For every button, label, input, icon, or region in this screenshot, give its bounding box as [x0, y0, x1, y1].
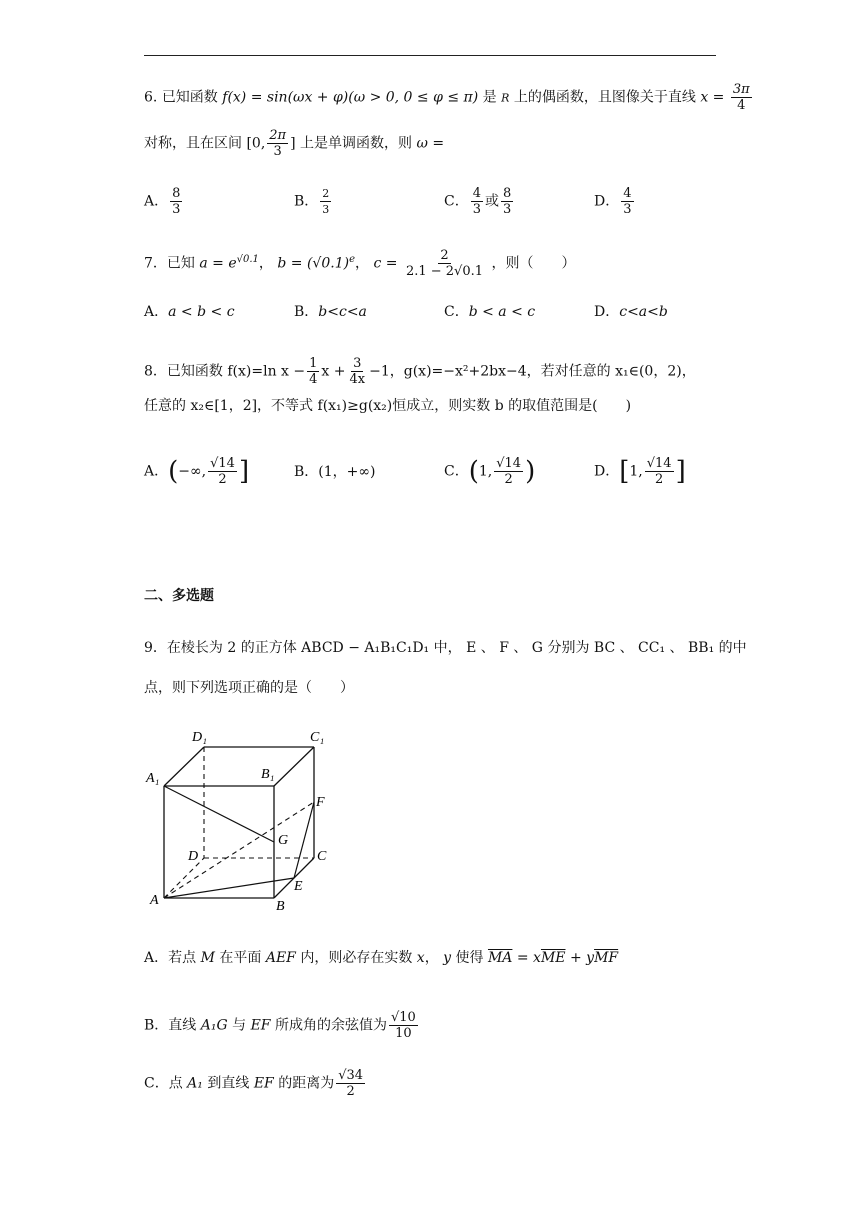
math-A1G: A₁G	[200, 1017, 228, 1034]
q6-option-c[interactable]	[444, 186, 515, 217]
option-text: 内，则必存在实数	[300, 950, 413, 966]
q9-option-b[interactable]	[144, 1010, 420, 1041]
denominator: 2.1 − 2√0.1	[405, 264, 483, 279]
q7-a: a = e	[199, 255, 237, 272]
bracket: )	[525, 456, 536, 487]
q8-f: −1	[369, 363, 390, 380]
option-label: A．	[144, 304, 169, 320]
q8-line1	[144, 356, 696, 387]
q6-R: R	[501, 91, 510, 105]
q9-option-c[interactable]	[144, 1068, 367, 1099]
q6-text: 是	[482, 89, 497, 106]
option-text: b < a < c	[468, 304, 536, 320]
q6-option-b[interactable]	[294, 186, 333, 217]
numerator: 4	[472, 186, 481, 201]
cube-figure	[140, 720, 340, 915]
math-x: x	[416, 950, 425, 966]
q6-option-d[interactable]	[594, 186, 636, 217]
option-label: B．	[294, 193, 319, 210]
denominator: 2	[218, 472, 227, 487]
option-text: 在平面	[219, 950, 262, 966]
q8-g: ，g(x)=−x²+2bx−4，若对任意的 x₁∈(0，2)，	[389, 363, 696, 380]
option-label: B．	[294, 464, 319, 480]
q7-option-a[interactable]	[144, 302, 235, 322]
numerator: √34	[338, 1068, 364, 1083]
q6-function: f(x) = sin(ωx + φ)(ω > 0, 0 ≤ φ ≤ π)	[222, 89, 479, 106]
label-D: D	[188, 849, 199, 864]
q8-line2: 任意的 x₂∈[1，2]，不等式 f(x₁)≥g(x₂)恒成立，则实数 b 的取值范围是( )	[144, 398, 632, 414]
option-text: 1,	[478, 463, 493, 480]
bracket: [	[619, 456, 630, 487]
label-A1: A₁	[146, 771, 160, 786]
denominator: 4	[309, 372, 318, 387]
option-label: A．	[144, 463, 169, 480]
math-AEF: AEF	[265, 950, 296, 966]
q7-b-exp: e	[349, 253, 355, 265]
option-text: 到直线	[207, 1075, 250, 1092]
vector-MA: $\overline{MA}$	[487, 950, 513, 966]
bracket: (	[168, 456, 179, 487]
option-text: a < b < c	[168, 304, 235, 320]
q6-omega: ω =	[416, 135, 445, 152]
option-label: C．	[444, 193, 469, 210]
separator: ，	[258, 255, 273, 272]
q6-interval: ]	[290, 135, 296, 152]
q9c-frac	[336, 1068, 365, 1099]
numerator: √14	[646, 456, 672, 471]
denominator: 2	[655, 472, 664, 487]
q8-option-c[interactable]	[444, 456, 535, 487]
denominator: 4x	[349, 372, 366, 387]
q9-option-a[interactable]	[144, 948, 618, 968]
denominator: 3	[472, 202, 481, 217]
numerator: √14	[210, 456, 235, 471]
q6-text: 对称，且在区间	[144, 135, 242, 152]
denominator: 3	[623, 202, 632, 217]
numerator: 3π	[732, 82, 750, 97]
q6-text: 上是单调函数，则	[300, 135, 413, 152]
q8-number: 8．已知函数	[144, 363, 223, 380]
option-label: A．	[144, 193, 169, 210]
numerator: 3	[353, 356, 362, 371]
math-EF: EF	[250, 1017, 271, 1034]
section-title: 二、多选题	[144, 588, 214, 604]
numerator: 1	[309, 356, 318, 371]
option-label: C．	[444, 304, 469, 320]
label-D1: D₁	[192, 730, 207, 745]
q7-option-c[interactable]	[444, 302, 535, 322]
math-plus: + y	[565, 950, 595, 966]
q7-tail: ，则（ ）	[491, 255, 576, 272]
option-text: (1，+∞)	[318, 464, 376, 480]
numerator: √10	[390, 1010, 416, 1025]
q7-b: b = (√0.1)	[277, 255, 350, 272]
math-eq: = x	[512, 950, 541, 966]
option-text: −∞,	[178, 463, 207, 480]
denominator: 10	[395, 1026, 412, 1041]
option-label: D．	[594, 463, 620, 480]
label-C1: C₁	[310, 730, 325, 745]
q7-line1	[144, 248, 575, 279]
numerator: 2	[322, 187, 330, 200]
option-text: c<a<b	[619, 304, 668, 320]
q6-option-a[interactable]	[144, 186, 184, 217]
option-label: A．	[144, 950, 169, 966]
vector-MF: $\overline{MF}$	[594, 950, 619, 966]
q6-frac-2pi-3	[267, 128, 288, 159]
math-A1: A₁	[187, 1075, 203, 1092]
label-C: C	[317, 849, 327, 864]
numerator: √14	[496, 456, 522, 471]
q8-f: x +	[321, 363, 346, 380]
q7-c-frac	[404, 248, 485, 279]
label-B: B	[276, 899, 285, 914]
q6-text: 上的偶函数，且图像关于直线	[513, 89, 696, 106]
label-F: F	[316, 795, 325, 810]
bracket: ]	[238, 456, 250, 487]
option-label: D．	[594, 193, 620, 210]
option-label: B．	[294, 304, 319, 320]
denominator: 3	[503, 202, 512, 217]
numerator: 8	[172, 186, 181, 201]
option-text: 使得	[455, 950, 484, 966]
q8-option-d[interactable]	[594, 456, 686, 487]
option-label: C．	[444, 463, 469, 480]
numerator: 2	[440, 248, 449, 263]
q7-a-exp: √0.1	[236, 253, 259, 265]
option-text: 的距离为	[278, 1075, 335, 1092]
q8-f: f(x)=ln x −	[227, 363, 306, 380]
bracket: (	[468, 456, 479, 487]
separator: ，	[355, 255, 369, 272]
q8-option-b[interactable]	[294, 462, 376, 482]
option-text: b<c<a	[318, 304, 367, 320]
q6-frac-3pi-4	[731, 82, 752, 113]
vector-ME: $\overline{ME}$	[540, 950, 566, 966]
q9-line1: 9．在棱长为 2 的正方体 ABCD − A₁B₁C₁D₁ 中， E 、 F 、 G 分别为 BC 、 CC₁ 、 BB₁ 的中	[144, 640, 747, 656]
label-G: G	[278, 833, 289, 848]
option-label: D．	[594, 304, 620, 320]
denominator: 3	[273, 144, 282, 159]
option-text: 直线	[168, 1017, 197, 1034]
option-or: 或	[485, 193, 499, 210]
option-text: 若点	[168, 950, 197, 966]
q8-option-a[interactable]	[144, 456, 249, 487]
q9-line2: 点，则下列选项正确的是（ ）	[144, 680, 354, 696]
denominator: 3	[172, 202, 181, 217]
math-EF: EF	[253, 1075, 274, 1092]
numerator: 4	[623, 186, 632, 201]
q7-option-d[interactable]	[594, 302, 668, 322]
q6-line2	[144, 128, 444, 159]
numerator: 8	[503, 186, 512, 201]
option-text: 1,	[629, 463, 643, 480]
q7-option-b[interactable]	[294, 302, 367, 322]
option-text: 所成角的余弦值为	[274, 1017, 387, 1034]
math-y: y	[443, 950, 452, 966]
option-label: B．	[144, 1017, 169, 1034]
denominator: 4	[737, 98, 746, 113]
label-B1: B₁	[261, 767, 275, 782]
math-M: M	[200, 950, 215, 966]
separator: ，	[424, 950, 439, 966]
q6-x: x =	[700, 89, 725, 106]
denominator: 2	[504, 472, 513, 487]
q6-interval: [0,	[246, 135, 266, 152]
q6-number: 6.	[144, 89, 158, 106]
option-label: C．	[144, 1075, 169, 1092]
numerator: 2π	[269, 128, 287, 143]
denominator: 3	[322, 203, 330, 216]
q6-line1	[144, 82, 754, 113]
denominator: 2	[346, 1084, 355, 1099]
header-rule	[144, 55, 716, 56]
q7-number: 7．已知	[144, 255, 195, 272]
label-A: A	[150, 893, 159, 908]
option-text: 点	[168, 1075, 183, 1092]
bracket: ]	[675, 456, 686, 487]
option-text: 与	[232, 1017, 247, 1034]
q9b-frac	[389, 1010, 418, 1041]
label-E: E	[294, 879, 303, 894]
q7-c: c =	[373, 255, 398, 272]
q6-text: 已知函数	[161, 89, 218, 106]
